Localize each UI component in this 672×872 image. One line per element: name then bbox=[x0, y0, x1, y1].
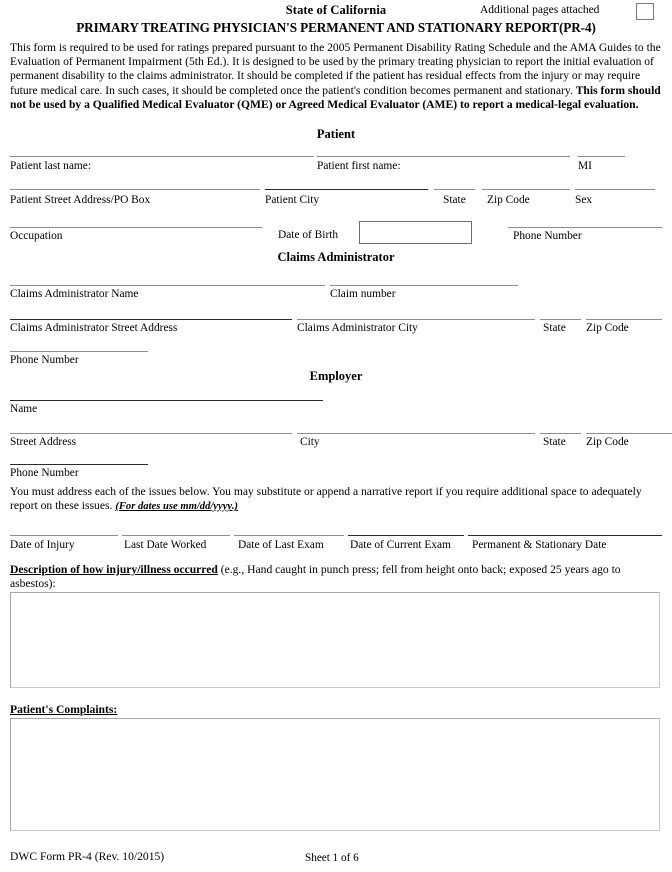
claims-admin-state-rule[interactable] bbox=[540, 319, 581, 320]
employer-street-rule[interactable] bbox=[10, 433, 292, 434]
claims-admin-phone-rule[interactable] bbox=[10, 351, 148, 352]
employer-state-label: State bbox=[543, 436, 566, 448]
patient-last-name-label: Patient last name: bbox=[10, 160, 91, 172]
patient-city-label: Patient City bbox=[265, 194, 320, 206]
patient-dob-label: Date of Birth bbox=[278, 229, 339, 241]
additional-pages-attached-label: Additional pages attached bbox=[480, 4, 600, 16]
date-of-current-exam-rule[interactable] bbox=[348, 535, 464, 536]
patient-street-rule[interactable] bbox=[10, 189, 260, 190]
description-label bbox=[10, 563, 660, 591]
claims-admin-zip-rule[interactable] bbox=[586, 319, 662, 320]
patient-first-name-rule[interactable] bbox=[317, 156, 570, 157]
page-title: PRIMARY TREATING PHYSICIAN'S PERMANENT AND STATIONARY REPORT(PR-4) bbox=[76, 20, 596, 35]
section-heading-claims-administrator: Claims Administrator bbox=[277, 250, 395, 264]
employer-name-label: Name bbox=[10, 403, 38, 415]
claims-admin-name-label: Claims Administrator Name bbox=[10, 288, 139, 300]
patient-last-name-rule[interactable] bbox=[10, 156, 314, 157]
patient-mi-rule[interactable] bbox=[578, 156, 625, 157]
date-of-last-exam-rule[interactable] bbox=[234, 535, 344, 536]
patient-first-name-label: Patient first name: bbox=[317, 160, 401, 172]
date-of-last-exam-label: Date of Last Exam bbox=[238, 539, 324, 551]
claims-admin-street-rule[interactable] bbox=[10, 319, 292, 320]
patients-complaints-label: Patient's Complaints: bbox=[10, 703, 118, 716]
employer-city-label: City bbox=[300, 436, 320, 448]
patient-zip-rule[interactable] bbox=[482, 189, 570, 190]
date-of-injury-label: Date of Injury bbox=[10, 539, 75, 551]
employer-street-label: Street Address bbox=[10, 436, 77, 448]
issues-instruction-text: You must address each of the issues below. You may substitute or append a narrative report if you require additional space to adequately report on these issues. bbox=[10, 485, 642, 513]
intro-paragraph bbox=[10, 41, 662, 112]
patient-state-rule[interactable] bbox=[434, 189, 475, 190]
patient-occupation-label: Occupation bbox=[10, 230, 63, 242]
state-title: State of California bbox=[285, 3, 387, 17]
claim-number-label: Claim number bbox=[330, 288, 396, 300]
patient-occupation-rule[interactable] bbox=[10, 227, 262, 228]
employer-state-rule[interactable] bbox=[540, 433, 581, 434]
date-format-note: (For dates use mm/dd/yyyy.) bbox=[115, 501, 238, 513]
permanent-stationary-date-rule[interactable] bbox=[468, 535, 662, 536]
claims-admin-city-rule[interactable] bbox=[297, 319, 535, 320]
last-date-worked-rule[interactable] bbox=[122, 535, 230, 536]
section-heading-patient: Patient bbox=[316, 127, 356, 141]
patient-state-label: State bbox=[443, 194, 466, 206]
claim-number-rule[interactable] bbox=[330, 285, 518, 286]
patient-phone-label: Phone Number bbox=[513, 230, 582, 242]
patient-street-label: Patient Street Address/PO Box bbox=[10, 194, 151, 206]
patient-mi-label: MI bbox=[578, 160, 592, 172]
intro-bold-text: This form should not be used by a Qualified Medical Evaluator (QME) or Agreed Medical Evaluator (AME) to report a medical-legal evaluation. bbox=[10, 83, 661, 111]
patient-zip-label: Zip Code bbox=[487, 194, 530, 206]
footer-sheet-number: Sheet 1 of 6 bbox=[305, 852, 359, 864]
patient-sex-label: Sex bbox=[575, 194, 593, 206]
additional-pages-attached-checkbox[interactable] bbox=[636, 3, 654, 20]
date-of-current-exam-label: Date of Current Exam bbox=[350, 539, 451, 551]
claims-admin-city-label: Claims Administrator City bbox=[297, 322, 418, 334]
intro-text: This form is required to be used for ratings prepared pursuant to the 2005 Permanent Disability Rating Schedule and the AMA Guides to the Evaluation of Permanent Impairment (5th Ed.). It is designed to be used by the primary treating physician to report the initial evaluation of permanent disability to the claims administrator. It should be completed if the patient has residual effects from the injury or may require future medical care. In such cases, it should be completed once the patient's condition becomes permanent and stationary. bbox=[10, 41, 661, 97]
patient-city-rule[interactable] bbox=[265, 189, 428, 190]
claims-admin-zip-label: Zip Code bbox=[586, 322, 629, 334]
issues-instruction bbox=[10, 485, 660, 514]
employer-city-rule[interactable] bbox=[297, 433, 535, 434]
patient-dob-input[interactable] bbox=[359, 221, 472, 244]
patient-phone-rule[interactable] bbox=[508, 227, 662, 228]
claims-admin-name-rule[interactable] bbox=[10, 285, 325, 286]
employer-phone-label: Phone Number bbox=[10, 467, 79, 479]
description-textarea[interactable] bbox=[10, 592, 660, 688]
employer-name-rule[interactable] bbox=[10, 400, 323, 401]
claims-admin-state-label: State bbox=[543, 322, 566, 334]
patients-complaints-textarea[interactable] bbox=[10, 718, 660, 831]
permanent-stationary-date-label: Permanent & Stationary Date bbox=[472, 539, 607, 551]
date-of-injury-rule[interactable] bbox=[10, 535, 118, 536]
footer-form-id: DWC Form PR-4 (Rev. 10/2015) bbox=[10, 850, 165, 863]
employer-zip-rule[interactable] bbox=[586, 433, 672, 434]
employer-zip-label: Zip Code bbox=[586, 436, 629, 448]
patient-sex-rule[interactable] bbox=[575, 189, 655, 190]
description-label-bold: Description of how injury/illness occurred bbox=[10, 563, 218, 576]
claims-admin-phone-label: Phone Number bbox=[10, 354, 79, 366]
employer-phone-rule[interactable] bbox=[10, 464, 148, 465]
last-date-worked-label: Last Date Worked bbox=[124, 539, 207, 551]
claims-admin-street-label: Claims Administrator Street Address bbox=[10, 322, 178, 334]
description-label-rest: (e.g., Hand caught in punch press; fell from height onto back; exposed 25 years ago to asbestos): bbox=[10, 563, 621, 591]
section-heading-employer: Employer bbox=[309, 369, 363, 383]
